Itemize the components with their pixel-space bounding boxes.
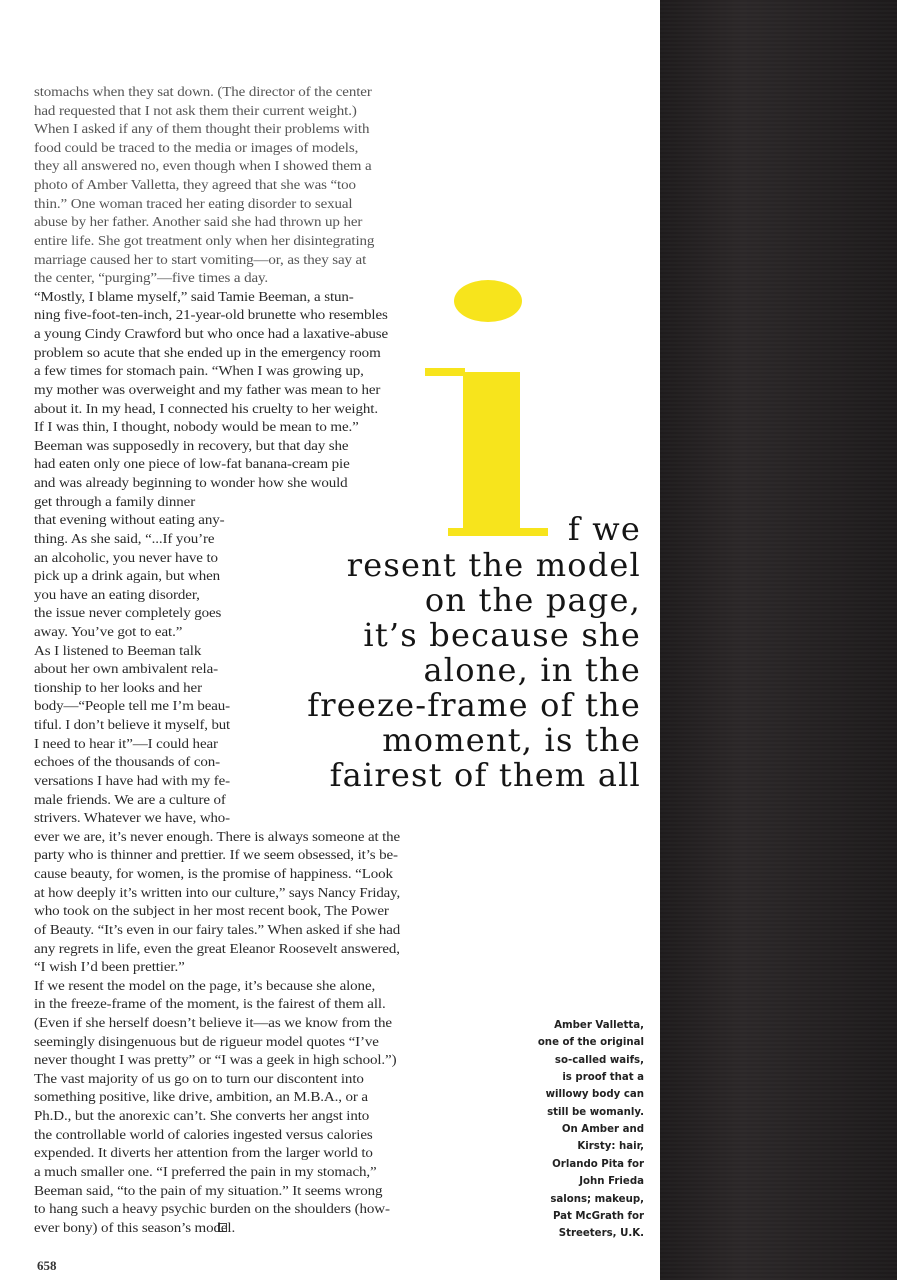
body-line: Ph.D., but the anorexic can’t. She converts her angst into bbox=[34, 1108, 370, 1124]
pull-quote-line: freeze-frame of the bbox=[307, 686, 641, 724]
body-line: pick up a drink again, but when bbox=[34, 568, 221, 584]
body-line: the controllable world of calories ingested versus calories bbox=[34, 1126, 373, 1142]
body-line: The vast majority of us go on to turn our discontent into bbox=[34, 1070, 364, 1086]
body-line: tiful. I don’t believe it myself, but bbox=[34, 717, 231, 733]
initial-serif-top bbox=[425, 368, 465, 376]
initial-stem bbox=[463, 372, 520, 536]
body-line: a much smaller one. “I preferred the pain in my stomach,” bbox=[34, 1163, 377, 1179]
caption-line: Streeters, U.K. bbox=[558, 1228, 644, 1240]
body-line: a young Cindy Crawford but who once had a laxative-abuse bbox=[34, 326, 388, 342]
body-line: my mother was overweight and my father was mean to her bbox=[34, 381, 381, 397]
body-line: photo of Amber Valletta, they agreed that she was “too bbox=[34, 177, 356, 193]
photo-edge bbox=[660, 0, 897, 1280]
body-line: away. You’ve got to eat.” bbox=[34, 623, 183, 639]
body-line: food could be traced to the media or images of models, bbox=[34, 139, 359, 155]
body-line: to hang such a heavy psychic burden on the shoulders (how- bbox=[34, 1201, 390, 1217]
caption-line: Amber Valletta, bbox=[554, 1020, 644, 1031]
body-line: at how deeply it’s written into our culture,” says Nancy Friday, bbox=[34, 884, 401, 900]
body-line: had eaten only one piece of low-fat banana-cream pie bbox=[34, 456, 350, 472]
body-line: party who is thinner and prettier. If we seem obsessed, it’s be- bbox=[34, 847, 398, 863]
caption-line: willowy body can bbox=[545, 1089, 644, 1101]
body-line: who took on the subject in her most recent book, The Power bbox=[34, 903, 389, 919]
body-line: something positive, like drive, ambition, an M.B.A., or a bbox=[34, 1089, 368, 1105]
body-line: seemingly disingenuous but de rigueur model quotes “I’ve bbox=[34, 1033, 379, 1049]
body-line: cause beauty, for women, is the promise of happiness. “Look bbox=[34, 866, 393, 882]
body-line: problem so acute that she ended up in the emergency room bbox=[34, 344, 381, 360]
body-line: entire life. She got treatment only when her disintegrating bbox=[34, 232, 375, 248]
body-line: “I wish I’d been prettier.” bbox=[34, 959, 185, 975]
pull-quote-line: alone, in the bbox=[423, 651, 641, 689]
body-line: versations I have had with my fe- bbox=[34, 772, 230, 788]
page-number: 658 bbox=[37, 1258, 57, 1273]
initial-dot bbox=[454, 280, 522, 322]
caption-line: is proof that a bbox=[562, 1072, 644, 1084]
body-line: about it. In my head, I connected his cruelty to her weight. bbox=[34, 400, 378, 416]
body-line: never thought I was pretty” or “I was a geek in high school.”) bbox=[34, 1052, 397, 1068]
body-line: Beeman said, “to the pain of my situation.” It seems wrong bbox=[34, 1182, 383, 1198]
body-line: expended. It diverts her attention from the larger world to bbox=[34, 1145, 373, 1161]
body-line: abuse by her father. Another said she had thrown up her bbox=[34, 214, 363, 230]
body-line: ning five-foot-ten-inch, 21-year-old brunette who resembles bbox=[34, 307, 388, 323]
body-line: in the freeze-frame of the moment, is the fairest of them all. bbox=[34, 996, 386, 1012]
caption-line: so-called waifs, bbox=[554, 1054, 644, 1066]
pull-quote-line: it’s because she bbox=[363, 616, 641, 654]
caption-line: still be womanly. bbox=[547, 1106, 644, 1118]
body-line: As I listened to Beeman talk bbox=[34, 642, 202, 658]
caption-line: Orlando Pita for bbox=[552, 1158, 644, 1170]
caption-line: Pat McGrath for bbox=[552, 1210, 644, 1222]
body-line: any regrets in life, even the great Eleanor Roosevelt answered, bbox=[34, 940, 400, 956]
body-line: body—“People tell me I’m beau- bbox=[34, 698, 231, 714]
caption-line: one of the original bbox=[537, 1037, 644, 1049]
body-line: the issue never completely goes bbox=[34, 605, 222, 621]
body-line: male friends. We are a culture of bbox=[34, 791, 226, 807]
body-line: “Mostly, I blame myself,” said Tamie Beeman, a stun- bbox=[34, 288, 354, 304]
body-line: a few times for stomach pain. “When I was growing up, bbox=[34, 363, 364, 379]
body-line: marriage caused her to start vomiting—or, as they say at bbox=[34, 251, 367, 267]
body-line: an alcoholic, you never have to bbox=[34, 549, 218, 565]
body-line: If we resent the model on the page, it’s because she alone, bbox=[34, 977, 376, 993]
body-line: about her own ambivalent rela- bbox=[34, 661, 219, 677]
body-line: strivers. Whatever we have, who- bbox=[34, 810, 230, 826]
body-line: the center, “purging”—five times a day. bbox=[34, 270, 269, 286]
caption-line: salons; makeup, bbox=[550, 1193, 644, 1205]
caption-line: On Amber and bbox=[561, 1124, 644, 1136]
pull-quote-line: f we bbox=[567, 510, 641, 548]
body-line: Beeman was supposedly in recovery, but that day she bbox=[34, 437, 349, 453]
body-line: you have an eating disorder, bbox=[34, 586, 200, 602]
body-line: (Even if she herself doesn’t believe it—as we know from the bbox=[34, 1015, 392, 1030]
body-line: get through a family dinner bbox=[34, 493, 196, 509]
initial-serif-base bbox=[448, 528, 548, 536]
body-line: that evening without eating any- bbox=[34, 512, 225, 528]
body-line: thing. As she said, “...If you’re bbox=[34, 530, 215, 546]
body-line: of Beauty. “It’s even in our fairy tales.” When asked if she had bbox=[34, 921, 401, 937]
pull-quote-line: moment, is the bbox=[382, 721, 641, 759]
body-line: I need to hear it”—I could hear bbox=[34, 735, 218, 751]
body-line: When I asked if any of them thought their problems with bbox=[34, 121, 370, 137]
body-line: If I was thin, I thought, nobody would be mean to me.” bbox=[34, 419, 359, 435]
caption-line: Kirsty: hair, bbox=[577, 1141, 644, 1153]
body-line: ever we are, it’s never enough. There is always someone at the bbox=[34, 828, 401, 844]
body-line: and was already beginning to wonder how she would bbox=[34, 475, 348, 491]
body-line: echoes of the thousands of con- bbox=[34, 754, 221, 770]
caption-line: John Frieda bbox=[579, 1176, 644, 1188]
body-line: they all answered no, even though when I showed them a bbox=[34, 158, 372, 174]
body-line: thin.” One woman traced her eating disorder to sexual bbox=[34, 195, 353, 211]
pull-quote-line: resent the model bbox=[346, 546, 641, 584]
body-line: had requested that I not ask them their current weight.) bbox=[34, 102, 357, 118]
body-line: tionship to her looks and her bbox=[34, 679, 202, 695]
body-line: ever bony) of this season’s model. bbox=[34, 1219, 236, 1235]
pull-quote-line: fairest of them all bbox=[329, 756, 641, 794]
body-line: stomachs when they sat down. (The director of the center bbox=[34, 84, 372, 99]
pull-quote-line: on the page, bbox=[424, 581, 641, 619]
